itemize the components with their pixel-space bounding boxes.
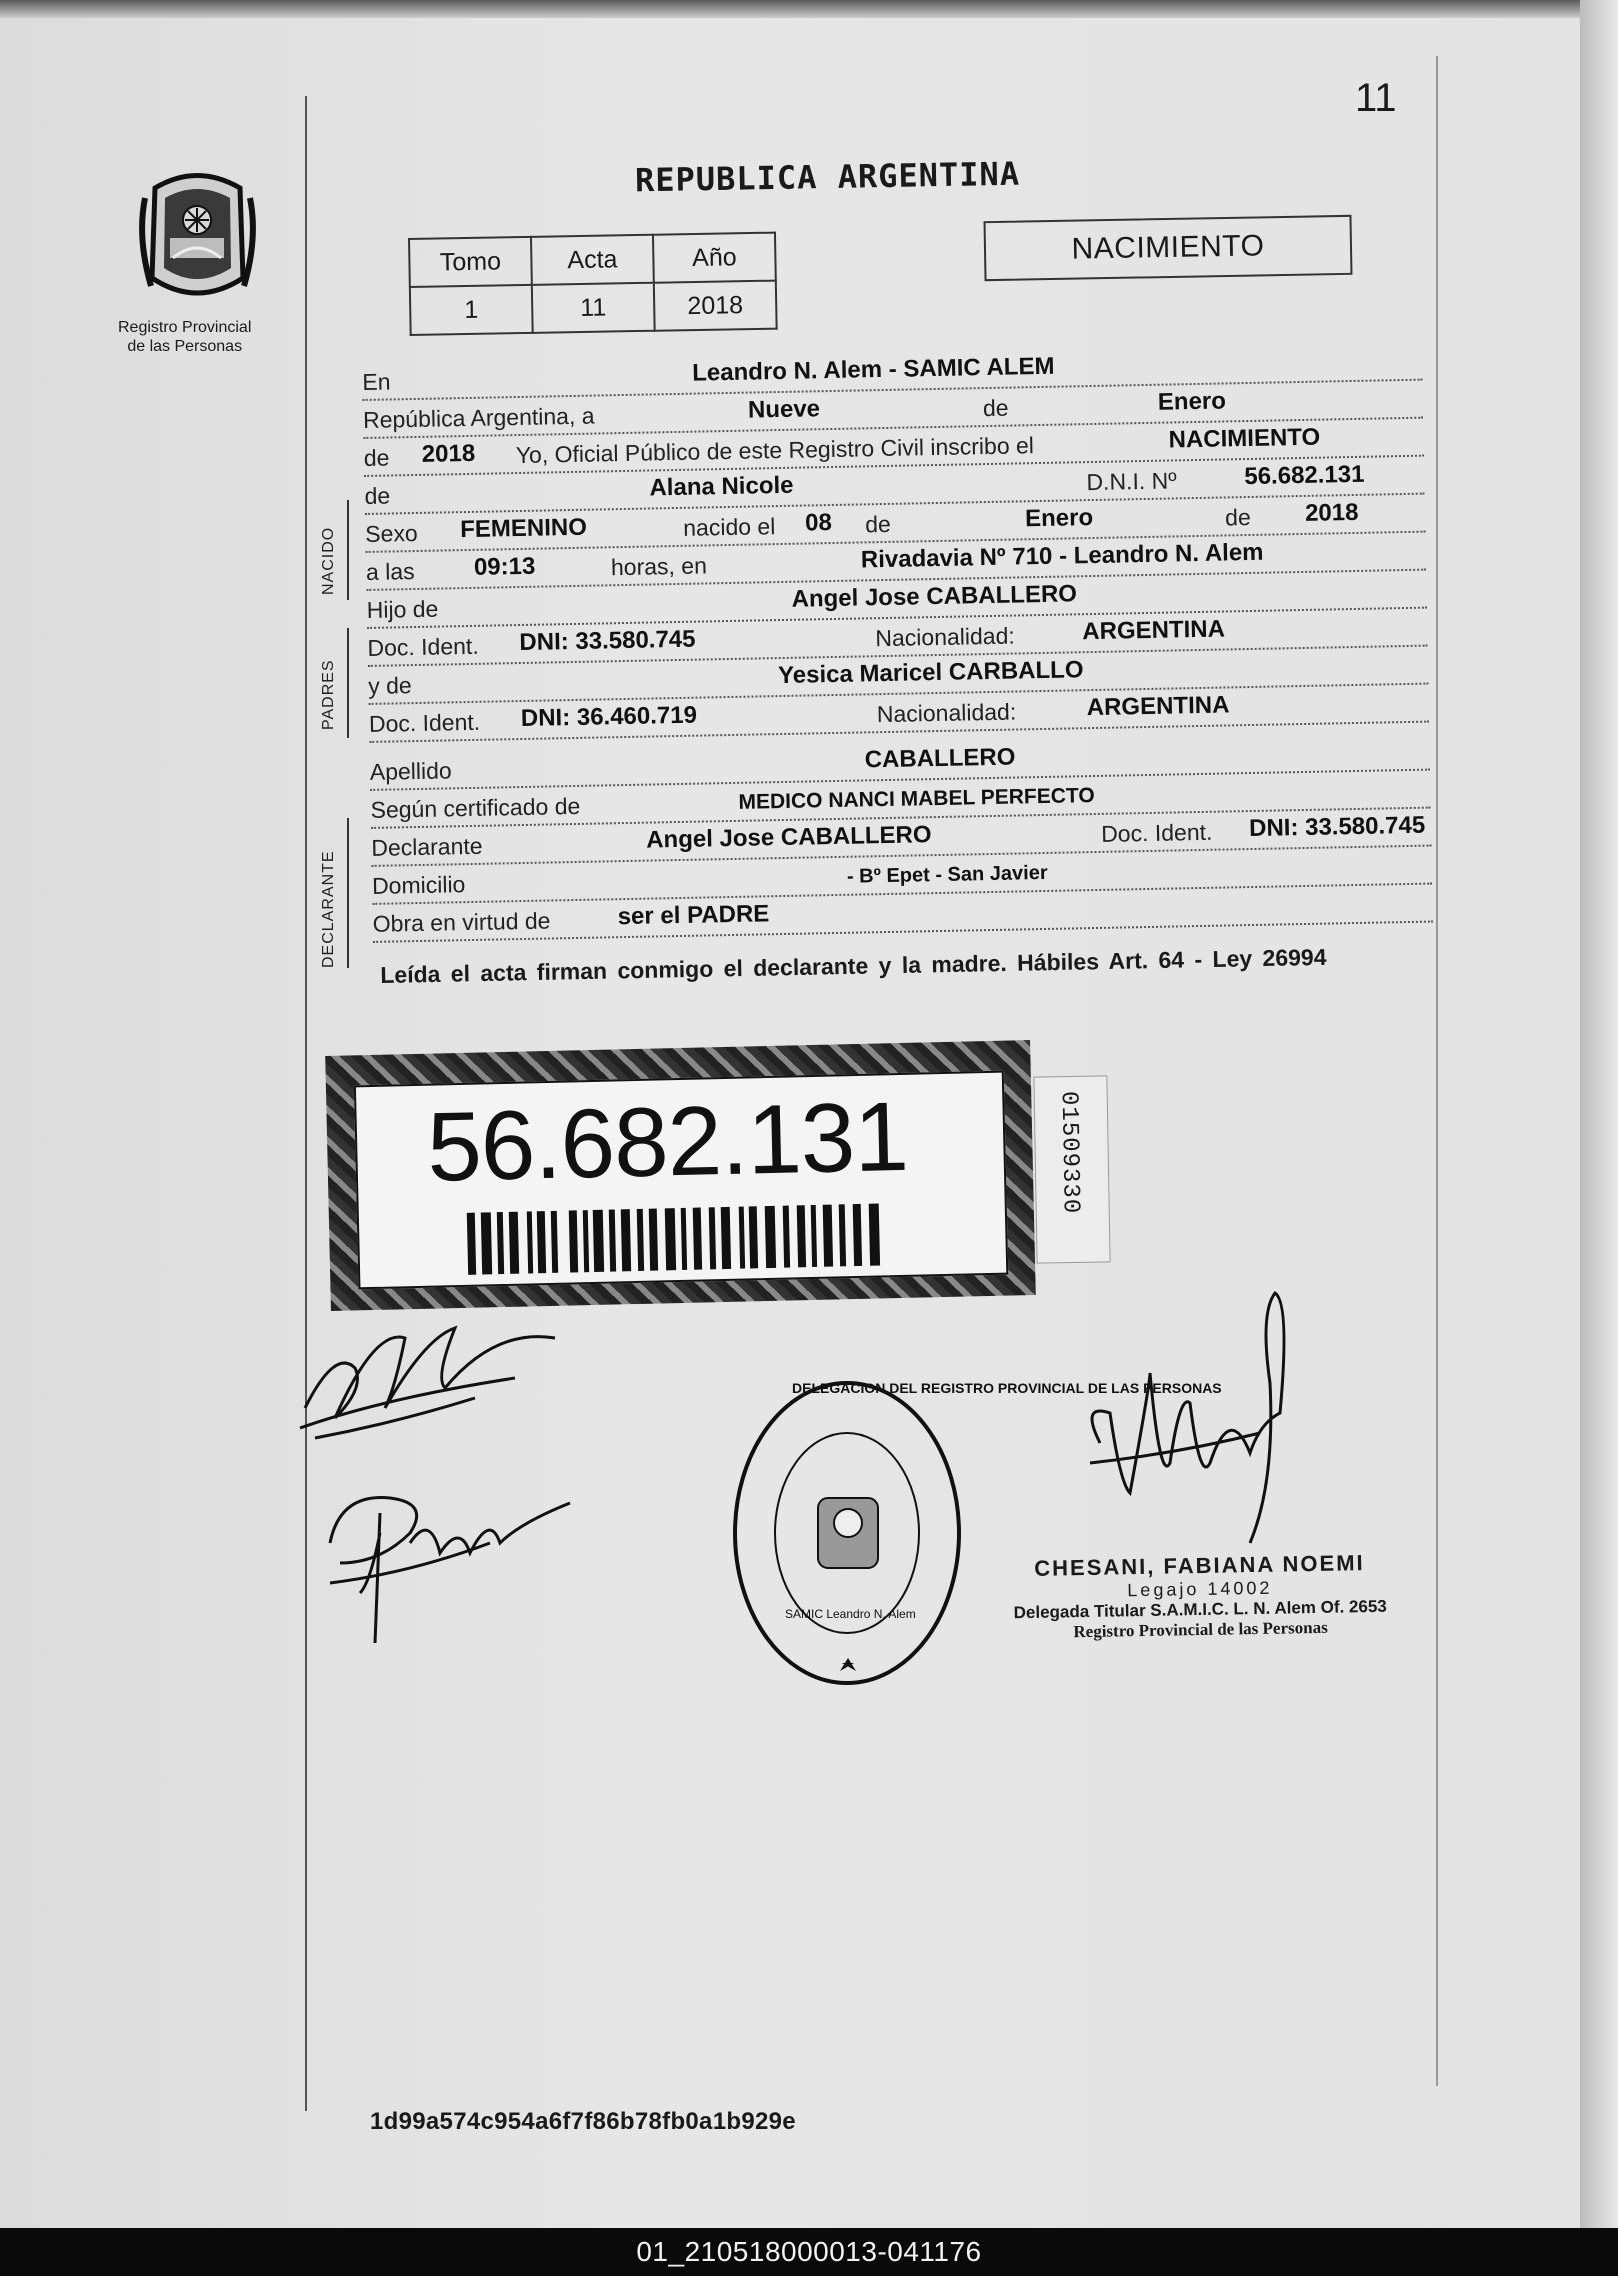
value-padre-nacionalidad: ARGENTINA: [1082, 615, 1226, 646]
barcode-icon: [467, 1203, 888, 1275]
value-madre: Yesica Maricel CARBALLO: [777, 656, 1084, 690]
value-declarante-doc: DNI: 33.580.745: [1248, 811, 1426, 843]
seal-outer-text: [792, 1380, 1222, 1396]
value-madre-doc: DNI: 36.460.719: [520, 701, 698, 733]
value-anio: 2018: [654, 281, 777, 331]
sticker-side-code: 01509330: [1054, 1090, 1084, 1215]
logo-caption: [118, 318, 251, 356]
label-doc-ident-madre: Doc. Ident.: [368, 708, 481, 737]
value-hora: 09:13: [473, 552, 536, 581]
label-sexo: Sexo: [365, 519, 418, 547]
label-declarante: Declarante: [371, 832, 483, 861]
dni-sticker-label: [354, 1071, 1008, 1290]
value-sexo: FEMENINO: [459, 513, 588, 544]
document-title: REPUBLICA ARGENTINA: [634, 154, 1021, 200]
scan-edge: [0, 0, 1618, 20]
value-lugar: Leandro N. Alem - SAMIC ALEM: [691, 352, 1055, 387]
official-registry: Registro Provincial de las Personas: [1073, 1617, 1328, 1642]
register-table-values: [410, 281, 777, 335]
left-margin-line: [305, 96, 307, 2111]
label-de-mes: de: [982, 394, 1009, 422]
page-number: 11: [1355, 76, 1397, 120]
value-direccion-nacimiento: Rivadavia Nº 710 - Leandro N. Alem: [860, 538, 1264, 574]
label-domicilio: Domicilio: [371, 871, 466, 899]
document-hash: 1d99a574c954a6f7f86b78fb0a1b929e: [370, 2108, 796, 2135]
label-y-de: y de: [367, 672, 412, 699]
birth-record-form: [362, 343, 1433, 943]
footer-band: [0, 2228, 1618, 2276]
dni-sticker: [325, 1040, 1036, 1311]
dni-sticker-number: 56.682.131: [426, 1080, 909, 1202]
label-de-mes2: de: [864, 510, 892, 538]
value-dia: Nueve: [747, 395, 821, 424]
label-de-anio: de: [363, 444, 390, 471]
record-type-box: NACIMIENTO: [984, 215, 1353, 281]
label-de-anio2: de: [1224, 503, 1251, 531]
official-name: CHESANI, FABIANA NOEMI: [1034, 1550, 1365, 1581]
value-nacido-mes: Enero: [1024, 503, 1094, 533]
official-legajo: Legajo 14002: [1127, 1577, 1273, 1601]
sticker-side-tag: [1033, 1075, 1110, 1263]
value-tomo: 1: [410, 285, 533, 335]
document-page: [0, 18, 1580, 2228]
value-mes: Enero: [1157, 387, 1227, 416]
signature-declarante-icon: [295, 1308, 565, 1458]
right-margin-line: [1436, 56, 1438, 2086]
value-inscripcion: NACIMIENTO: [1168, 423, 1321, 454]
register-table-header: [409, 233, 776, 287]
label-dni: D.N.I. Nº: [1086, 467, 1177, 496]
section-label-declarante: DECLARANTE: [320, 850, 337, 968]
seal-inner-text: SAMIC Leandro N. Alem: [785, 1607, 916, 1621]
label-republica: República Argentina, a: [362, 402, 595, 433]
value-obra-en-virtud: ser el PADRE: [617, 900, 770, 931]
logo-caption-line2: de las Personas: [127, 338, 243, 355]
value-nacido-dia: 08: [804, 509, 833, 537]
header-anio: Año: [653, 233, 776, 283]
label-obra-en-virtud: Obra en virtud de: [372, 907, 551, 937]
label-horas-en: horas, en: [610, 552, 708, 581]
header-acta: Acta: [531, 235, 654, 285]
value-apellido: CABALLERO: [864, 743, 1016, 774]
label-nacionalidad-madre: Nacionalidad:: [876, 698, 1017, 728]
value-dni: 56.682.131: [1244, 460, 1365, 491]
signature-madre-icon: [320, 1473, 580, 1653]
section-bracket-declarante: [347, 818, 349, 968]
label-segun-certificado: Según certificado de: [370, 792, 581, 823]
value-nacido-anio: 2018: [1304, 498, 1359, 527]
value-padre-doc: DNI: 33.580.745: [519, 625, 696, 657]
section-label-padres: PADRES: [320, 659, 337, 730]
value-certificado: MEDICO NANCI MABEL PERFECTO: [738, 784, 1095, 814]
value-madre-nacionalidad: ARGENTINA: [1086, 691, 1230, 722]
page-edge: [1580, 0, 1618, 2228]
province-emblem-icon: [135, 168, 260, 313]
value-padre: Angel Jose CABALLERO: [791, 580, 1078, 613]
section-bracket-padres: [347, 628, 349, 738]
official-signature-block: [979, 1549, 1420, 1644]
value-acta: 11: [532, 283, 655, 333]
footer-id: 01_210518000013-041176: [636, 2236, 982, 2267]
section-bracket-nacido: [347, 500, 349, 600]
header-tomo: Tomo: [409, 237, 532, 287]
section-label-nacido: NACIDO: [320, 526, 337, 595]
label-hijo-de: Hijo de: [366, 595, 439, 623]
label-a-las: a las: [365, 558, 415, 585]
label-doc-ident-declarante: Doc. Ident.: [1100, 818, 1213, 847]
official-title: Delegada Titular S.A.M.I.C. L. N. Alem Of. 2653: [1013, 1596, 1387, 1623]
label-nacido-el: nacido el: [682, 513, 776, 541]
label-nacionalidad-padre: Nacionalidad:: [875, 622, 1015, 652]
value-nombre: Alana Nicole: [649, 471, 794, 502]
value-declarante: Angel Jose CABALLERO: [645, 821, 932, 854]
label-de-nombre: de: [364, 482, 391, 509]
register-table: [408, 232, 778, 336]
label-en: En: [362, 368, 391, 395]
logo-caption-line1: Registro Provincial: [118, 319, 252, 336]
value-anio: 2018: [421, 439, 476, 468]
label-oficial: Yo, Oficial Público de este Registro Civil inscribo el: [515, 432, 1035, 469]
seal-outer-text-value: DELEGACION DEL REGISTRO PROVINCIAL DE LAS PERSONAS: [792, 1380, 1222, 1396]
legal-text: Leída el acta firman conmigo el declarante y la madre. Hábiles Art. 64 - Ley 26994: [380, 943, 1327, 988]
signature-oficial-icon: [1060, 1283, 1310, 1573]
label-apellido: Apellido: [369, 757, 452, 785]
value-domicilio: - Bº Epet - San Javier: [846, 861, 1048, 888]
label-doc-ident-padre: Doc. Ident.: [367, 632, 479, 661]
